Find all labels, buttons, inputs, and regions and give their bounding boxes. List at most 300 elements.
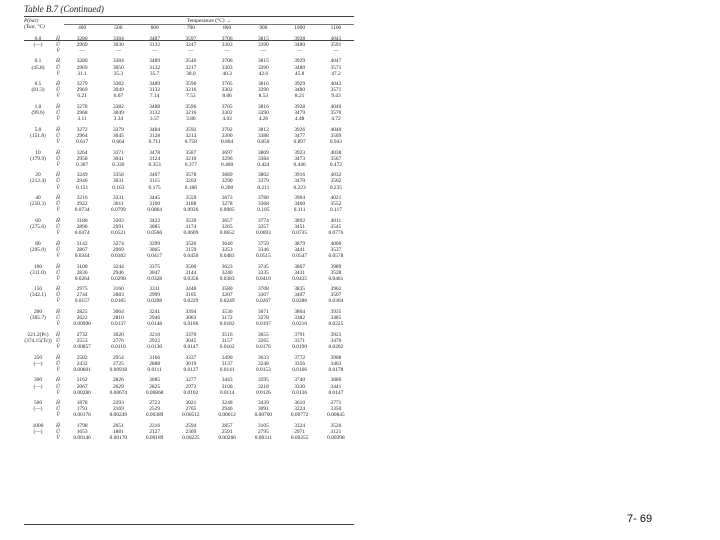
- value-cell: 3278: [257, 315, 269, 322]
- value-cell: 1791: [76, 406, 88, 413]
- value-cell: 0.0166: [292, 366, 308, 373]
- value-cell: 3247: [185, 41, 197, 48]
- property-symbol-cell: Û: [56, 201, 60, 208]
- value-cell: 3422: [149, 217, 161, 224]
- temperature-col-header: 400: [78, 25, 87, 32]
- value-cell: 3708: [257, 286, 269, 293]
- value-cell: 2836: [76, 269, 88, 276]
- value-cell: 0.0153: [255, 366, 271, 373]
- value-cell: 0.0147: [328, 389, 344, 396]
- value-cell: 3100: [221, 383, 233, 390]
- value-cell: 0.0328: [147, 275, 163, 282]
- value-cell: 7.53: [186, 93, 196, 100]
- saturation-temp-cell: (—): [33, 429, 43, 436]
- value-cell: 3962: [330, 286, 342, 293]
- value-cell: 3407: [294, 292, 306, 299]
- value-cell: 3210: [149, 331, 161, 338]
- value-cell: 0.0137: [110, 321, 126, 328]
- value-cell: 3350: [330, 406, 342, 413]
- property-symbol-cell: Û: [56, 406, 60, 413]
- value-cell: 3384: [112, 58, 124, 65]
- table-row: [24, 367, 354, 373]
- value-cell: 3115: [149, 178, 160, 185]
- property-symbol-cell: Ĥ: [56, 354, 60, 361]
- pressure-cell: 150: [33, 286, 43, 293]
- pressure-cell: 0.0: [34, 35, 42, 42]
- pressure-cell: 0.1: [34, 58, 42, 65]
- property-symbol-cell: Û: [56, 224, 60, 231]
- value-cell: 3224: [294, 406, 306, 413]
- table-row: [24, 412, 354, 418]
- value-cell: 0.175: [148, 184, 161, 191]
- value-cell: 3019: [185, 360, 197, 367]
- value-cell: 3020: [112, 331, 124, 338]
- value-cell: 3516: [221, 331, 233, 338]
- value-cell: 3809: [257, 149, 269, 156]
- value-cell: 9.43: [331, 93, 341, 100]
- value-cell: 3132: [149, 64, 161, 71]
- saturation-temp-cell: (—): [33, 360, 43, 367]
- value-cell: 0.00700: [254, 412, 273, 419]
- value-cell: 3479: [294, 110, 306, 117]
- value-cell: 0.0166: [183, 321, 199, 328]
- value-cell: 3047: [149, 269, 161, 276]
- value-cell: —: [188, 47, 194, 54]
- value-cell: 2594: [185, 422, 197, 429]
- value-cell: 4040: [330, 104, 342, 111]
- value-cell: 4047: [330, 58, 342, 65]
- value-cell: 2622: [76, 315, 88, 322]
- value-cell: 3290: [221, 178, 233, 185]
- table-row: [24, 435, 354, 441]
- saturation-temp-cell: (179.9): [30, 155, 46, 162]
- property-symbol-cell: V̂: [56, 161, 60, 168]
- value-cell: 2369: [185, 429, 197, 436]
- value-cell: 3.11: [77, 116, 87, 123]
- value-cell: 2169: [112, 406, 124, 413]
- value-cell: 1878: [76, 400, 88, 407]
- value-cell: 3371: [112, 149, 124, 156]
- value-cell: 3935: [330, 309, 342, 316]
- value-cell: 3370: [185, 331, 197, 338]
- saturation-temp-cell: (365.7): [30, 315, 46, 322]
- property-symbol-cell: Ĥ: [56, 81, 60, 88]
- value-cell: 4043: [330, 81, 342, 88]
- value-cell: 3480: [294, 41, 306, 48]
- value-cell: 3571: [330, 87, 342, 94]
- value-cell: 2975: [76, 286, 88, 293]
- value-cell: 3759: [257, 240, 269, 247]
- value-cell: 0.00674: [109, 389, 128, 396]
- pressure-cell: 10: [35, 149, 41, 156]
- value-cell: 2826: [112, 377, 124, 384]
- value-cell: 3697: [221, 149, 233, 156]
- value-cell: 0.00857: [73, 344, 91, 351]
- value-cell: 3384: [257, 155, 269, 162]
- value-cell: 3443: [221, 377, 233, 384]
- property-symbol-cell: Ĥ: [56, 240, 60, 247]
- value-cell: 0.211: [257, 184, 270, 191]
- value-cell: 0.617: [76, 139, 89, 145]
- value-cell: 4000: [330, 240, 342, 247]
- value-cell: 0.0147: [183, 344, 199, 351]
- value-cell: 3570: [330, 110, 342, 117]
- value-cell: 2582: [76, 354, 88, 361]
- value-cell: 3311: [149, 286, 160, 293]
- value-cell: 0.0202: [328, 344, 344, 351]
- value-cell: 1653: [76, 429, 88, 436]
- value-cell: 3477: [294, 132, 306, 139]
- value-cell: 3390: [257, 87, 269, 94]
- value-cell: 3091: [257, 406, 269, 413]
- value-cell: 2432: [76, 360, 88, 367]
- value-cell: 3580: [221, 286, 233, 293]
- value-cell: 3399: [149, 240, 161, 247]
- saturation-temp-cell: (45.8): [31, 64, 45, 71]
- value-cell: 3439: [257, 400, 269, 407]
- property-symbol-cell: Û: [56, 315, 60, 322]
- property-symbol-cell: Û: [56, 429, 60, 436]
- property-symbol-cell: Ĥ: [56, 263, 60, 270]
- value-cell: 3771: [330, 400, 342, 407]
- value-cell: 2127: [149, 429, 161, 436]
- value-cell: 0.0483: [219, 252, 235, 259]
- value-cell: 3272: [76, 126, 88, 133]
- value-cell: 3302: [221, 110, 233, 117]
- value-cell: 0.00601: [73, 366, 91, 373]
- value-cell: 0.00266: [218, 435, 236, 442]
- value-cell: 0.0382: [110, 252, 126, 259]
- value-cell: 0.0693: [255, 230, 271, 237]
- value-cell: 0.00398: [327, 435, 345, 442]
- value-cell: 3916: [294, 172, 306, 179]
- value-cell: 2969: [76, 64, 88, 71]
- value-cell: 3488: [149, 104, 161, 111]
- temperature-col-header: 600: [150, 25, 159, 32]
- value-cell: 3536: [221, 309, 233, 316]
- value-cell: 3390: [257, 64, 269, 71]
- value-cell: 0.664: [112, 139, 125, 145]
- table-body: [24, 36, 354, 446]
- value-cell: 3011: [113, 201, 124, 208]
- value-cell: 3045: [185, 337, 197, 344]
- value-cell: 3217: [185, 64, 197, 71]
- property-symbol-cell: Ĥ: [56, 172, 60, 179]
- value-cell: 3596: [185, 81, 197, 88]
- temperature-col-header: 800: [223, 25, 232, 32]
- value-cell: 0.0225: [328, 321, 344, 328]
- property-symbol-cell: Û: [56, 246, 60, 253]
- value-cell: 3144: [185, 269, 197, 276]
- value-cell: 0.0127: [183, 366, 199, 373]
- value-cell: 3085: [149, 377, 161, 384]
- value-cell: 3571: [330, 64, 342, 71]
- value-cell: 2776: [112, 337, 124, 344]
- value-cell: 0.0734: [74, 207, 90, 214]
- value-cell: 0.188: [184, 184, 197, 191]
- value-cell: 4011: [330, 217, 342, 224]
- value-cell: 3031: [112, 178, 124, 185]
- property-symbol-cell: V̂: [56, 275, 60, 282]
- value-cell: 3578: [185, 172, 197, 179]
- value-cell: 2888: [149, 360, 161, 367]
- value-cell: 2765: [185, 406, 197, 413]
- value-cell: 0.0566: [147, 230, 163, 237]
- value-cell: 4.72: [331, 116, 341, 123]
- value-cell: 0.377: [184, 161, 197, 168]
- property-symbol-cell: Û: [56, 87, 60, 94]
- value-cell: 3480: [294, 87, 306, 94]
- value-cell: 3791: [294, 331, 306, 338]
- pressure-cell: 80: [35, 240, 41, 247]
- value-cell: 3278: [221, 201, 233, 208]
- value-cell: 3202: [185, 178, 197, 185]
- value-cell: 0.711: [148, 139, 161, 145]
- value-cell: 3065: [149, 246, 161, 253]
- value-cell: 2316: [149, 422, 161, 429]
- property-symbol-cell: Ĥ: [56, 217, 60, 224]
- value-cell: 3174: [185, 224, 197, 231]
- property-symbol-cell: V̂: [56, 298, 60, 305]
- value-cell: 3490: [221, 354, 233, 361]
- value-cell: 2795: [257, 429, 269, 436]
- value-cell: 35.3: [113, 70, 124, 77]
- value-cell: 47.2: [331, 70, 341, 77]
- temperature-col-header: 1000: [294, 25, 306, 32]
- property-symbol-cell: V̂: [56, 321, 60, 328]
- table-row: [24, 344, 354, 350]
- table-caption: Table B.7 (Continued): [24, 4, 104, 14]
- saturation-temp-cell: (99.6): [31, 110, 45, 117]
- property-symbol-cell: V̂: [56, 139, 60, 145]
- value-cell: 8.53: [258, 93, 269, 100]
- value-cell: 2958: [76, 155, 88, 162]
- property-symbol-cell: Ĥ: [56, 58, 60, 65]
- value-cell: 0.0110: [111, 344, 126, 351]
- property-symbol-cell: Û: [56, 337, 60, 344]
- value-cell: 3249: [76, 172, 88, 179]
- value-cell: 3879: [294, 240, 306, 247]
- value-cell: 3552: [330, 201, 342, 208]
- pressure-cell: 100: [33, 263, 43, 270]
- value-cell: 3049: [112, 87, 124, 94]
- value-cell: 3484: [149, 126, 161, 133]
- value-cell: 3303: [112, 217, 124, 224]
- property-symbol-cell: Û: [56, 178, 60, 185]
- value-cell: 0.0162: [219, 344, 235, 351]
- value-cell: 3655: [257, 331, 269, 338]
- property-symbol-cell: Ĥ: [56, 422, 60, 429]
- value-cell: 3706: [221, 58, 233, 65]
- value-cell: 3623: [221, 263, 233, 270]
- value-cell: 0.200: [221, 184, 234, 191]
- value-cell: 3244: [112, 263, 124, 270]
- page-number: 7- 69: [627, 513, 653, 525]
- value-cell: 0.0229: [183, 298, 199, 305]
- value-cell: 0.0190: [292, 344, 308, 351]
- value-cell: 0.00868: [145, 389, 164, 396]
- property-symbol-cell: Û: [56, 41, 60, 48]
- value-cell: 3172: [221, 315, 233, 322]
- value-cell: 3041: [112, 155, 124, 162]
- value-cell: 45.8: [294, 70, 305, 77]
- value-cell: 3745: [257, 263, 269, 270]
- value-cell: 2162: [76, 377, 88, 384]
- value-cell: 2883: [112, 292, 124, 299]
- value-cell: 0.00176: [73, 412, 91, 419]
- value-cell: 2732: [76, 331, 88, 338]
- value-cell: 3388: [257, 132, 269, 139]
- property-symbol-cell: V̂: [56, 412, 60, 419]
- value-cell: 0.0547: [292, 252, 308, 259]
- value-cell: 3.57: [149, 116, 160, 123]
- value-cell: 4021: [330, 195, 342, 202]
- value-cell: 2971: [294, 429, 306, 436]
- value-cell: 0.00189: [145, 435, 164, 442]
- value-cell: 3.80: [186, 116, 196, 123]
- value-cell: 0.00918: [109, 366, 128, 373]
- value-cell: 0.223: [293, 184, 306, 191]
- value-cell: 3485: [330, 315, 342, 322]
- value-cell: 3390: [257, 110, 269, 117]
- value-cell: —: [333, 47, 339, 54]
- value-cell: 0.0249: [219, 298, 235, 305]
- value-cell: 3431: [294, 269, 306, 276]
- value-cell: 0.235: [329, 184, 342, 191]
- value-cell: 3463: [330, 360, 342, 367]
- value-cell: 3673: [221, 195, 233, 202]
- value-cell: 2999: [149, 292, 161, 299]
- value-cell: 3595: [257, 377, 269, 384]
- temperature-header: Temperature (°C) →: [64, 18, 354, 25]
- value-cell: 3382: [294, 315, 306, 322]
- value-cell: 2972: [185, 383, 197, 390]
- value-cell: 3908: [330, 354, 342, 361]
- value-cell: 0.0111: [147, 366, 162, 373]
- value-cell: 0.0383: [219, 275, 235, 282]
- value-cell: 3248: [221, 400, 233, 407]
- property-symbol-cell: Ĥ: [56, 400, 60, 407]
- temperature-col-header: 1100: [330, 25, 342, 32]
- value-cell: 0.00170: [109, 435, 128, 442]
- pressure-header: P(bar) (Tsat, °C): [24, 18, 45, 30]
- value-cell: 2553: [76, 337, 88, 344]
- value-cell: 6.21: [77, 93, 87, 100]
- property-symbol-cell: Ĥ: [56, 286, 60, 293]
- value-cell: 3539: [185, 217, 197, 224]
- value-cell: 3597: [185, 35, 197, 42]
- value-cell: 3705: [221, 81, 233, 88]
- value-cell: 2946: [221, 406, 233, 413]
- value-cell: 40.3: [222, 70, 232, 77]
- value-cell: 0.446: [293, 161, 306, 168]
- value-cell: 3520: [185, 240, 197, 247]
- value-cell: 2629: [112, 383, 124, 390]
- value-cell: 3892: [294, 217, 306, 224]
- value-cell: 3210: [185, 155, 197, 162]
- value-cell: 2969: [76, 87, 88, 94]
- value-cell: 3240: [221, 269, 233, 276]
- value-cell: 0.0356: [183, 275, 199, 282]
- value-cell: 3050: [112, 64, 124, 71]
- value-cell: 0.00512: [182, 412, 200, 419]
- saturation-temp-cell: (212.4): [30, 178, 46, 185]
- property-symbol-cell: Û: [56, 132, 60, 139]
- value-cell: 7.14: [149, 93, 160, 100]
- pressure-cell: 20: [35, 172, 41, 179]
- value-cell: 3218: [257, 383, 269, 390]
- value-cell: 0.0474: [74, 230, 90, 237]
- value-cell: 3277: [185, 377, 197, 384]
- value-cell: 3689: [221, 172, 233, 179]
- value-cell: 3923: [294, 149, 306, 156]
- value-cell: 3500: [185, 263, 197, 270]
- value-cell: 0.0609: [183, 230, 199, 237]
- value-cell: 4.03: [222, 116, 232, 123]
- property-symbol-cell: Û: [56, 110, 60, 117]
- value-cell: 3132: [149, 110, 161, 117]
- value-cell: 4043: [330, 35, 342, 42]
- value-cell: 3253: [221, 246, 233, 253]
- value-cell: 31.1: [77, 70, 87, 77]
- value-cell: 3989: [330, 263, 342, 270]
- value-cell: 0.151: [76, 184, 89, 191]
- value-cell: 3274: [112, 240, 124, 247]
- value-cell: 3478: [149, 149, 161, 156]
- value-cell: 3774: [257, 217, 269, 224]
- saturation-temp-cell: (374.15(Tc)): [24, 337, 52, 344]
- value-cell: 3591: [330, 41, 342, 48]
- property-symbol-cell: Ĥ: [56, 104, 60, 111]
- value-cell: 0.0148: [147, 321, 163, 328]
- value-cell: 3489: [149, 58, 161, 65]
- value-cell: 0.0864: [147, 207, 163, 214]
- value-cell: 3105: [185, 292, 197, 299]
- value-cell: 3706: [221, 35, 233, 42]
- value-cell: 0.00146: [73, 435, 91, 442]
- value-cell: 0.424: [257, 161, 270, 168]
- saturation-temp-cell: (275.6): [30, 224, 46, 231]
- value-cell: 3587: [185, 149, 197, 156]
- value-cell: 0.111: [293, 207, 306, 214]
- value-cell: 3324: [294, 422, 306, 429]
- saturation-temp-cell: (295.0): [30, 246, 46, 253]
- value-cell: 0.758: [184, 139, 197, 145]
- value-cell: 3569: [330, 132, 342, 139]
- value-cell: 0.0114: [219, 389, 235, 396]
- value-cell: 3816: [257, 104, 269, 111]
- value-cell: 2969: [112, 246, 124, 253]
- value-cell: 3835: [294, 286, 306, 293]
- value-cell: 0.0267: [255, 298, 271, 305]
- value-cell: 3371: [294, 337, 306, 344]
- property-symbol-cell: Ĥ: [56, 35, 60, 42]
- property-symbol-cell: V̂: [56, 230, 60, 237]
- value-cell: 3467: [149, 172, 161, 179]
- value-cell: 0.0521: [110, 230, 126, 237]
- value-cell: 3610: [294, 400, 306, 407]
- value-cell: 3303: [221, 64, 233, 71]
- top-rule: [24, 16, 354, 17]
- property-symbol-cell: V̂: [56, 116, 60, 123]
- value-cell: 0.0304: [328, 298, 344, 305]
- value-cell: 3390: [257, 41, 269, 48]
- value-cell: 3248: [257, 360, 269, 367]
- value-cell: 3923: [330, 331, 342, 338]
- value-cell: 3633: [257, 354, 269, 361]
- property-symbol-cell: Û: [56, 155, 60, 162]
- property-symbol-cell: V̂: [56, 366, 60, 373]
